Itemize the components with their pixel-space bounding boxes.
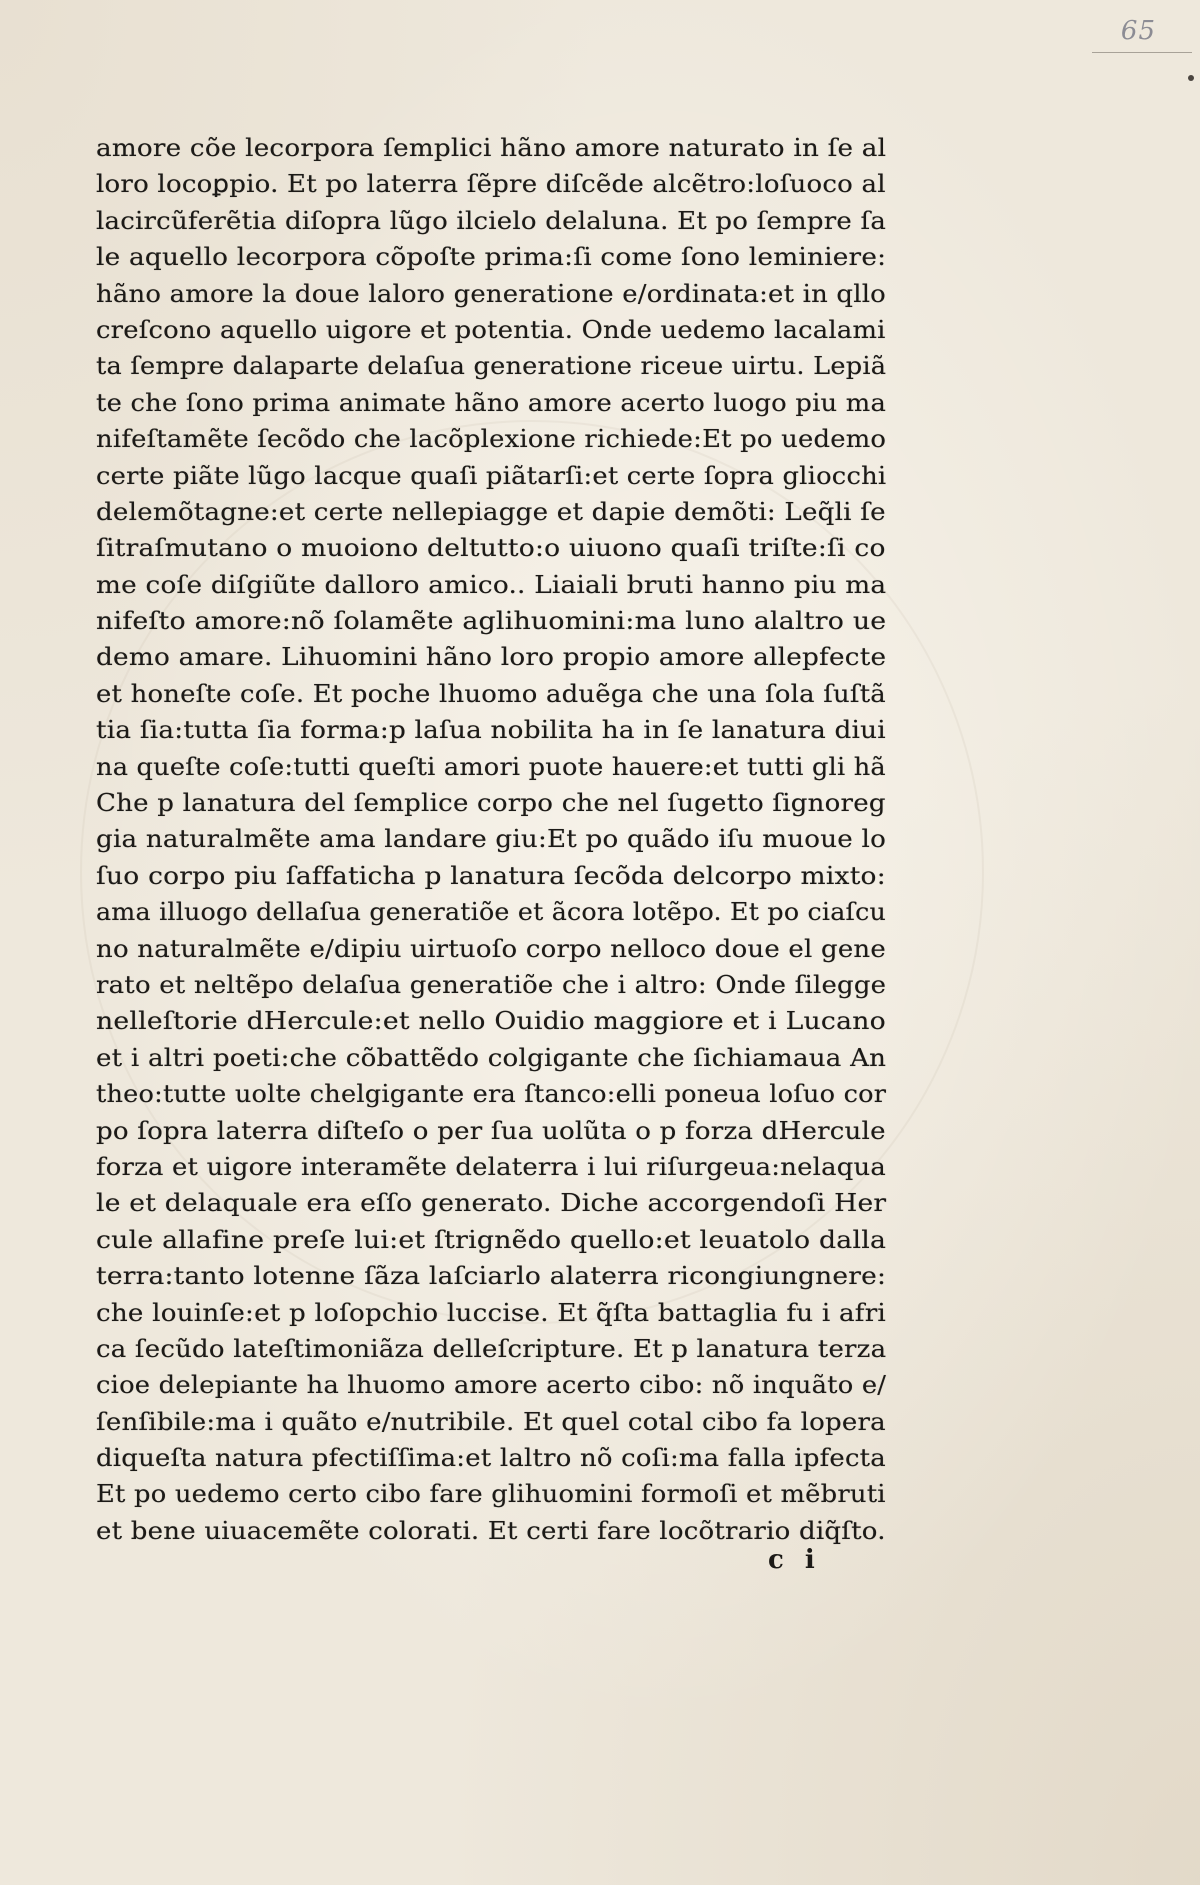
text-line: na queſte coſe:tutti queſti amori puote hauere:et tutti gli hã (96, 752, 886, 781)
text-line: le et delaquale era eſſo generato. Diche accorgendoſi Her (96, 1189, 887, 1218)
text-line: certe piãte lũgo lacque quaſi piãtarſi:et certe ſopra gliocchi (96, 461, 887, 490)
text-line: loro locoꝑpio. Et po laterra ſẽpre diſcẽde alcẽtro:loſuoco al (96, 170, 886, 199)
ink-spot (1188, 75, 1194, 81)
text-line: nifeſto amore:nõ ſolamẽte aglihuomini:ma luno alaltro ue (96, 607, 887, 636)
text-line: hãno amore la doue laloro generatione e/ordinata:et in qllo (96, 279, 886, 308)
text-line: terra:tanto lotenne ſãza laſciarlo alaterra ricongiungnere: (96, 1262, 887, 1291)
text-line: cule allafine preſe lui:et ſtrignẽdo quello:et leuatolo dalla (96, 1225, 887, 1254)
text-line: Che p lanatura del ſemplice corpo che nel ſugetto ſignoreg (96, 789, 886, 818)
signature-mark: c i (768, 1545, 821, 1575)
text-line: nelleſtorie dHercule:et nello Ouidio maggiore et i Lucano (96, 1007, 886, 1036)
text-line: forza et uigore interamẽte delaterra i lui riſurgeua:nelaqua (96, 1152, 886, 1181)
text-line: po ſopra laterra diſteſo o per ſua uolũta o p forza dHercule (96, 1116, 886, 1145)
text-line: lacircũferẽtia diſopra lũgo ilcielo delaluna. Et po ſempre ſa (96, 206, 887, 235)
text-line: rato et neltẽpo delaſua generatiõe che i altro: Onde ſilegge (96, 970, 887, 999)
text-line: le aquello lecorpora cõpoſte prima:ſi come ſono leminiere: (96, 243, 887, 272)
text-line: ta ſempre dalaparte delaſua generatione riceue uirtu. Lepiã (96, 352, 887, 381)
text-line: theo:tutte uolte chelgigante era ſtanco:elli poneua loſuo cor (96, 1080, 887, 1109)
text-line: Et po uedemo certo cibo fare glihuomini formoſi et mẽbruti (96, 1480, 886, 1509)
text-line: cioe delepiante ha lhuomo amore acerto cibo: nõ inquãto e/ (96, 1371, 887, 1400)
text-line: et bene uiuacemẽte colorati. Et certi fare locõtrario diq̃ſto. (96, 1516, 886, 1545)
text-line: et honeſte coſe. Et poche lhuomo aduẽga che una ſola ſuſtã (96, 679, 886, 708)
folio-number: 65 (1120, 16, 1156, 46)
text-line: me coſe diſgiũte dalloro amico.. Liaiali bruti hanno piu ma (96, 570, 887, 599)
text-line: creſcono aquello uigore et potentia. Onde uedemo lacalami (96, 315, 886, 344)
page-text (96, 130, 896, 1549)
text-line: ſenſibile:ma i quãto e/nutribile. Et quel cotal cibo fa lopera (96, 1407, 886, 1436)
text-line: demo amare. Lihuomini hãno loro propio amore allepfecte (96, 643, 887, 672)
text-line: amore cõe lecorpora ſemplici hãno amore naturato in ſe al (96, 134, 887, 162)
text-line: gia naturalmẽte ama landare giu:Et po quãdo iſu muoue lo (96, 825, 887, 854)
text-line: diqueſta natura pfectiſſima:et laltro nõ coſi:ma falla ipfecta (96, 1444, 886, 1473)
text-line: tia ſia:tutta ſia forma:p laſua nobilita ha in ſe lanatura diui (96, 716, 886, 745)
text-line: ſitraſmutano o muoiono deltutto:o uiuono quaſi triſte:ſi co (96, 534, 886, 563)
text-line: che louinſe:et p loſopchio luccise. Et q̃ſta battaglia fu i afri (96, 1298, 887, 1327)
text-line: delemõtagne:et certe nellepiagge et dapie demõti: Leq̃li ſe (96, 497, 886, 526)
text-line: ama illuogo dellaſua generatiõe et ãcora lotẽpo. Et po ciaſcu (96, 898, 887, 927)
text-line: no naturalmẽte e/dipiu uirtuoſo corpo nelloco doue el gene (96, 934, 886, 963)
text-line: ca ſecũdo lateſtimoniãza delleſcripture. Et p lanatura terza (96, 1334, 887, 1363)
text-line: te che ſono prima animate hãno amore acerto luogo piu ma (96, 388, 887, 417)
text-line: et i altri poeti:che cõbattẽdo colgigante che ſichiamaua An (96, 1043, 887, 1072)
folio-rule (1092, 52, 1192, 53)
text-line: ſuo corpo piu ſaffaticha p lanatura ſecõda delcorpo mixto: (96, 861, 886, 890)
text-line: nifeſtamẽte ſecõdo che lacõplexione richiede:Et po uedemo (96, 425, 887, 454)
